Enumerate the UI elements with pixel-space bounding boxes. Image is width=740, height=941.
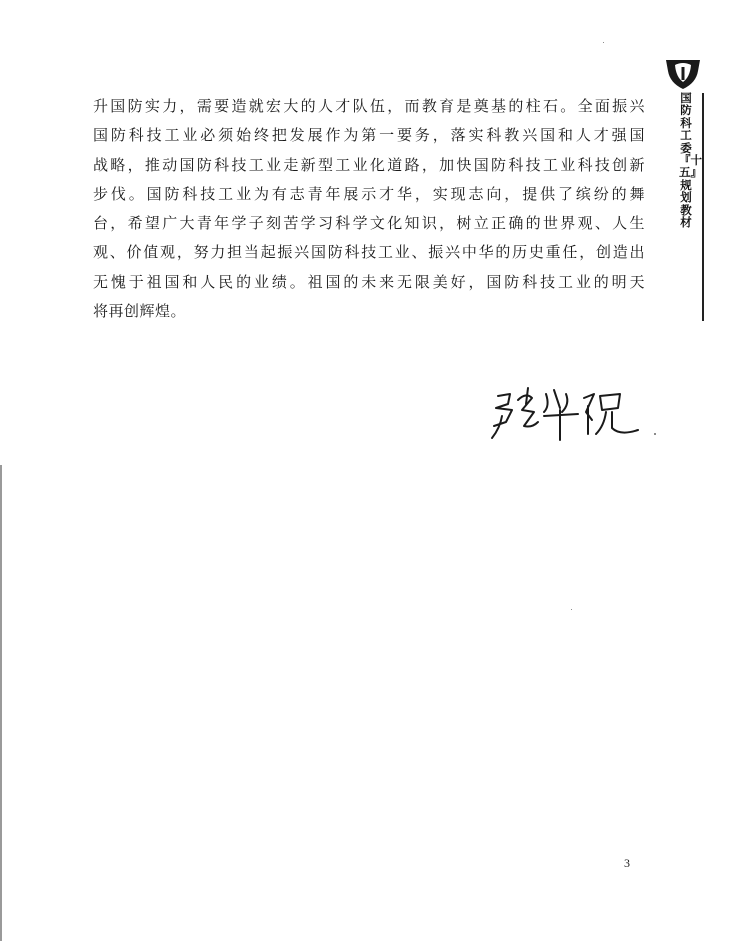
body-line: 升国防实力，需要造就宏大的人才队伍，而教育是奠基的柱石。全面振兴 <box>93 97 645 115</box>
scan-speck <box>571 609 572 610</box>
body-line: 观、价值观，努力担当起振兴国防科技工业、振兴中华的历史重任，创造出 <box>93 243 645 262</box>
page-number: 3 <box>624 856 630 870</box>
body-line: 台，希望广大青年学子刻苦学习科学文化知识，树立正确的世界观、人生 <box>93 214 645 233</box>
shield-emblem-icon <box>662 57 704 91</box>
body-line: 国防科技工业必须始终把发展作为第一要务，落实科教兴国和人才强国 <box>93 126 645 145</box>
body-line: 无愧于祖国和人民的业绩。祖国的未来无限美好，国防科技工业的明天 <box>93 272 645 291</box>
scan-speck <box>603 42 604 43</box>
series-label: 国防科工委『十五』规划教材 <box>679 91 702 230</box>
signature-image <box>488 382 648 444</box>
body-paragraph <box>93 92 645 326</box>
scan-edge-line <box>0 465 2 941</box>
body-line: 战略，推动国防科技工业走新型工业化道路，加快国防科技工业科技创新 <box>93 155 645 174</box>
scan-speck <box>654 433 656 435</box>
body-line: 步伐。国防科技工业为有志青年展示才华，实现志向，提供了缤纷的舞 <box>93 184 645 203</box>
body-line: 将再创辉煌。 <box>93 302 187 321</box>
side-rule <box>702 93 704 321</box>
